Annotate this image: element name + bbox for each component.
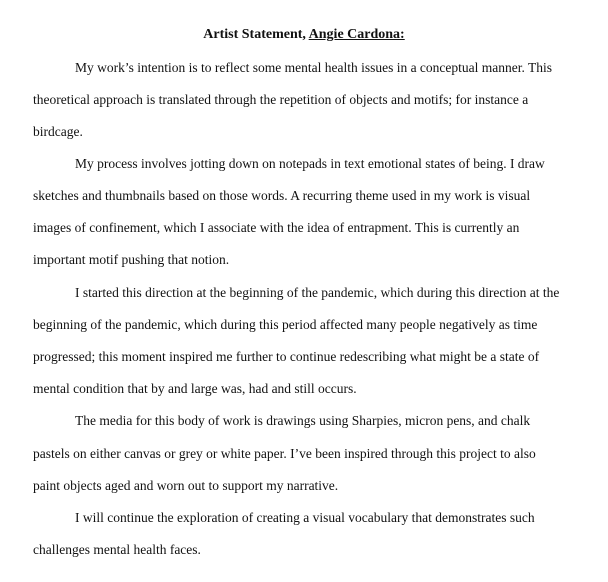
paragraph-4-line-1: The media for this body of work is drawings using Sharpies, micron pens, and chalk xyxy=(75,413,531,428)
paragraph-1-line-1: My work’s intention is to reflect some mental health issues in a conceptual manner. This xyxy=(75,60,553,75)
paragraph-3-line-1: I started this direction at the beginning of the pandemic, which during this direction at the xyxy=(75,285,560,300)
paragraph-4-line-3: paint objects aged and worn out to support my narrative. xyxy=(33,478,339,493)
paragraph-4-line-2: pastels on either canvas or grey or white paper. I’ve been inspired through this project to also xyxy=(33,446,536,461)
document-title xyxy=(0,26,608,44)
paragraph-3-line-2: beginning of the pandemic, which during this period affected many people negatively as time xyxy=(33,317,538,332)
paragraph-5-line-2: challenges mental health faces. xyxy=(33,542,201,557)
artist-name: Angie Cardona: xyxy=(308,27,405,42)
paragraph-2-line-3: images of confinement, which I associate with the idea of entrapment. This is currently an xyxy=(33,220,520,235)
paragraph-2-line-1: My process involves jotting down on notepads in text emotional states of being. I draw xyxy=(75,156,545,171)
paragraph-1-line-2: theoretical approach is translated through the repetition of objects and motifs; for instance a xyxy=(33,92,529,107)
paragraph-3-line-4: mental condition that by and large was, had and still occurs. xyxy=(33,381,357,396)
paragraph-2-line-4: important motif pushing that notion. xyxy=(33,252,230,267)
paragraph-3-line-3: progressed; this moment inspired me further to continue redescribing what might be a state of xyxy=(33,349,540,364)
title-prefix: Artist Statement, xyxy=(203,27,309,42)
paragraph-5-line-1: I will continue the exploration of creating a visual vocabulary that demonstrates such xyxy=(75,510,535,525)
paragraph-1-line-3: birdcage. xyxy=(33,124,83,139)
paragraph-2-line-2: sketches and thumbnails based on those words. A recurring theme used in my work is visual xyxy=(33,188,531,203)
